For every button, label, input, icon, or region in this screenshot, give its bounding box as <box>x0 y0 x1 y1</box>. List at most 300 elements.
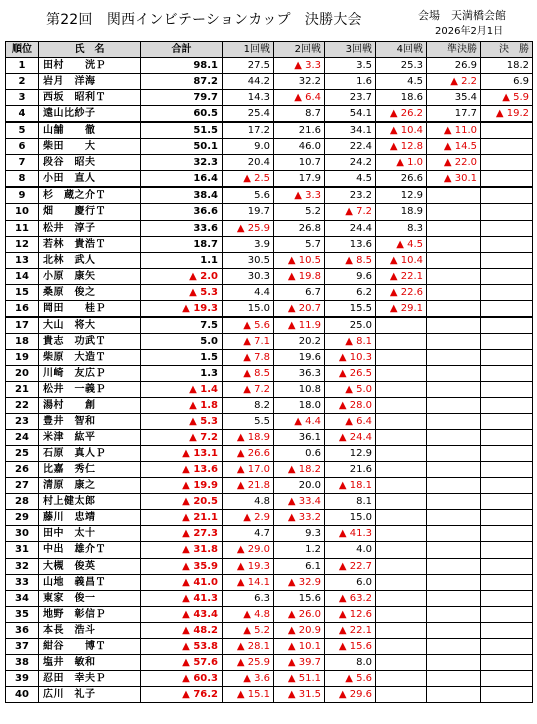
final-cell <box>481 622 533 638</box>
round-1-cell: 4.8 <box>223 494 274 510</box>
total-score-cell: ▲ 7.2 <box>141 430 223 446</box>
round-2-cell: 5.2 <box>274 204 325 220</box>
round-1-cell: ▲ 19.3 <box>223 558 274 574</box>
round-2-cell: 20.2 <box>274 333 325 349</box>
round-1-cell: 20.4 <box>223 155 274 171</box>
round-2-cell: ▲ 3.3 <box>274 58 325 74</box>
player-name-cell: 松井 一義Ｐ <box>39 381 141 397</box>
final-cell <box>481 365 533 381</box>
round-4-cell: 4.5 <box>376 74 427 90</box>
rank-cell: 17 <box>6 317 39 334</box>
total-score-cell: ▲ 60.3 <box>141 670 223 686</box>
final-cell: ▲ 5.9 <box>481 90 533 106</box>
final-cell <box>481 686 533 702</box>
table-row <box>6 365 533 381</box>
round-3-cell: 8.0 <box>325 654 376 670</box>
round-2-cell: ▲ 19.8 <box>274 268 325 284</box>
final-cell <box>481 462 533 478</box>
player-name-cell: 村上健太郎 <box>39 494 141 510</box>
rank-cell: 33 <box>6 574 39 590</box>
round-3-cell: ▲ 22.7 <box>325 558 376 574</box>
round-2-cell: 18.0 <box>274 398 325 414</box>
rank-cell: 36 <box>6 622 39 638</box>
semifinal-cell: ▲ 2.2 <box>427 74 481 90</box>
player-name-cell: 広川 礼子 <box>39 686 141 702</box>
round-1-cell: ▲ 25.9 <box>223 220 274 236</box>
rank-cell: 40 <box>6 686 39 702</box>
semifinal-cell <box>427 670 481 686</box>
final-cell <box>481 204 533 220</box>
round-1-cell: ▲ 7.1 <box>223 333 274 349</box>
total-score-cell: ▲ 41.0 <box>141 574 223 590</box>
player-name-cell: 桑原 俊之 <box>39 284 141 300</box>
semifinal-cell: 17.7 <box>427 106 481 123</box>
player-name-cell: 遠山比紗子 <box>39 106 141 123</box>
round-1-cell: ▲ 18.9 <box>223 430 274 446</box>
round-2-cell: ▲ 18.2 <box>274 462 325 478</box>
round-4-cell: 18.9 <box>376 204 427 220</box>
player-name-cell: 石原 真人Ｐ <box>39 446 141 462</box>
rank-cell: 4 <box>6 106 39 123</box>
table-row <box>6 381 533 397</box>
round-3-cell: 6.0 <box>325 574 376 590</box>
semifinal-cell <box>427 268 481 284</box>
final-cell <box>481 349 533 365</box>
round-4-cell <box>376 654 427 670</box>
semifinal-cell <box>427 478 481 494</box>
round-2-cell: ▲ 6.4 <box>274 90 325 106</box>
round-1-cell: 17.2 <box>223 122 274 139</box>
header-total: 合計 <box>141 42 223 58</box>
player-name-cell: 塩井 敏和 <box>39 654 141 670</box>
table-header-row <box>6 42 533 58</box>
final-cell <box>481 510 533 526</box>
total-score-cell: 18.7 <box>141 236 223 252</box>
round-3-cell: ▲ 5.0 <box>325 381 376 397</box>
total-score-cell: 1.3 <box>141 365 223 381</box>
rank-cell: 3 <box>6 90 39 106</box>
round-1-cell: ▲ 5.6 <box>223 317 274 334</box>
total-score-cell: 60.5 <box>141 106 223 123</box>
player-name-cell: 湯村 創 <box>39 398 141 414</box>
venue-label: 会場 天満橋会館 <box>418 9 506 22</box>
rank-cell: 38 <box>6 654 39 670</box>
round-2-cell: 15.6 <box>274 590 325 606</box>
semifinal-cell <box>427 300 481 317</box>
round-3-cell: 6.2 <box>325 284 376 300</box>
round-2-cell: ▲ 32.9 <box>274 574 325 590</box>
final-cell <box>481 606 533 622</box>
rank-cell: 22 <box>6 398 39 414</box>
round-3-cell: 25.0 <box>325 317 376 334</box>
round-3-cell: 9.6 <box>325 268 376 284</box>
round-4-cell <box>376 414 427 430</box>
round-4-cell <box>376 510 427 526</box>
round-4-cell: 25.3 <box>376 58 427 74</box>
table-row <box>6 590 533 606</box>
round-3-cell: 4.5 <box>325 171 376 188</box>
rank-cell: 21 <box>6 381 39 397</box>
round-3-cell: 12.9 <box>325 446 376 462</box>
table-row <box>6 654 533 670</box>
player-name-cell: 東家 俊一 <box>39 590 141 606</box>
round-1-cell: ▲ 2.5 <box>223 171 274 188</box>
final-cell <box>481 381 533 397</box>
player-name-cell: 段谷 昭夫 <box>39 155 141 171</box>
round-4-cell <box>376 381 427 397</box>
total-score-cell: 50.1 <box>141 139 223 155</box>
player-name-cell: 西坂 昭利Ｔ <box>39 90 141 106</box>
rank-cell: 12 <box>6 236 39 252</box>
total-score-cell: ▲ 21.1 <box>141 510 223 526</box>
round-4-cell <box>376 526 427 542</box>
table-row <box>6 284 533 300</box>
rank-cell: 24 <box>6 430 39 446</box>
rank-cell: 2 <box>6 74 39 90</box>
round-3-cell: ▲ 18.1 <box>325 478 376 494</box>
rank-cell: 30 <box>6 526 39 542</box>
header-name: 氏 名 <box>39 42 141 58</box>
total-score-cell: ▲ 20.5 <box>141 494 223 510</box>
player-name-cell: 貴志 功武Ｔ <box>39 333 141 349</box>
semifinal-cell <box>427 333 481 349</box>
header-semifinal: 準決勝 <box>427 42 481 58</box>
player-name-cell: 小原 康矢 <box>39 268 141 284</box>
table-row <box>6 252 533 268</box>
player-name-cell: 藤川 忠靖 <box>39 510 141 526</box>
semifinal-cell <box>427 317 481 334</box>
total-score-cell: 32.3 <box>141 155 223 171</box>
player-name-cell: 川崎 友広Ｐ <box>39 365 141 381</box>
round-4-cell: ▲ 10.4 <box>376 252 427 268</box>
player-name-cell: 田中 太十 <box>39 526 141 542</box>
final-cell <box>481 171 533 188</box>
semifinal-cell <box>427 204 481 220</box>
player-name-cell: 岡田 桂Ｐ <box>39 300 141 317</box>
event-date: 2026年2月1日 <box>435 26 504 37</box>
round-3-cell: ▲ 41.3 <box>325 526 376 542</box>
table-row <box>6 122 533 139</box>
table-row <box>6 317 533 334</box>
round-1-cell: 3.9 <box>223 236 274 252</box>
round-3-cell: 21.6 <box>325 462 376 478</box>
player-name-cell: 地野 彰信Ｐ <box>39 606 141 622</box>
round-3-cell: 24.4 <box>325 220 376 236</box>
final-cell <box>481 122 533 139</box>
semifinal-cell <box>427 622 481 638</box>
round-1-cell: ▲ 28.1 <box>223 638 274 654</box>
round-3-cell: ▲ 5.6 <box>325 670 376 686</box>
round-3-cell: 13.6 <box>325 236 376 252</box>
round-3-cell: 54.1 <box>325 106 376 123</box>
rank-cell: 1 <box>6 58 39 74</box>
final-cell <box>481 526 533 542</box>
semifinal-cell <box>427 446 481 462</box>
round-4-cell <box>376 686 427 702</box>
total-score-cell: ▲ 1.4 <box>141 381 223 397</box>
final-cell <box>481 300 533 317</box>
rank-cell: 34 <box>6 590 39 606</box>
semifinal-cell <box>427 590 481 606</box>
final-cell: 6.9 <box>481 74 533 90</box>
table-row <box>6 171 533 188</box>
round-3-cell: ▲ 22.1 <box>325 622 376 638</box>
final-cell <box>481 542 533 558</box>
rank-cell: 10 <box>6 204 39 220</box>
table-row <box>6 670 533 686</box>
player-name-cell: 岩月 洋海 <box>39 74 141 90</box>
total-score-cell: 5.0 <box>141 333 223 349</box>
rank-cell: 37 <box>6 638 39 654</box>
round-4-cell <box>376 317 427 334</box>
round-3-cell: 1.6 <box>325 74 376 90</box>
total-score-cell: 98.1 <box>141 58 223 74</box>
final-cell <box>481 398 533 414</box>
semifinal-cell: 35.4 <box>427 90 481 106</box>
final-cell <box>481 268 533 284</box>
player-name-cell: 若林 貴浩Ｔ <box>39 236 141 252</box>
final-cell <box>481 590 533 606</box>
table-row <box>6 574 533 590</box>
player-name-cell: 田村 洸Ｐ <box>39 58 141 74</box>
total-score-cell: 1.1 <box>141 252 223 268</box>
round-3-cell: 23.7 <box>325 90 376 106</box>
rank-cell: 25 <box>6 446 39 462</box>
rank-cell: 16 <box>6 300 39 317</box>
table-row <box>6 300 533 317</box>
table-row <box>6 90 533 106</box>
round-1-cell: ▲ 7.2 <box>223 381 274 397</box>
rank-cell: 5 <box>6 122 39 139</box>
final-cell: 18.2 <box>481 58 533 74</box>
semifinal-cell <box>427 654 481 670</box>
page-title: 第22回 関西インビテーションカップ 決勝大会 <box>46 12 362 28</box>
table-row <box>6 622 533 638</box>
round-3-cell: ▲ 63.2 <box>325 590 376 606</box>
semifinal-cell <box>427 236 481 252</box>
round-1-cell: ▲ 29.0 <box>223 542 274 558</box>
semifinal-cell <box>427 526 481 542</box>
total-score-cell: ▲ 43.4 <box>141 606 223 622</box>
total-score-cell: ▲ 35.9 <box>141 558 223 574</box>
round-2-cell: 46.0 <box>274 139 325 155</box>
semifinal-cell: ▲ 22.0 <box>427 155 481 171</box>
table-row <box>6 446 533 462</box>
round-4-cell <box>376 590 427 606</box>
round-4-cell: ▲ 10.4 <box>376 122 427 139</box>
semifinal-cell: ▲ 14.5 <box>427 139 481 155</box>
table-row <box>6 462 533 478</box>
results-table <box>5 41 533 703</box>
rank-cell: 35 <box>6 606 39 622</box>
round-4-cell <box>376 622 427 638</box>
total-score-cell: ▲ 31.8 <box>141 542 223 558</box>
header-round-3: 3回戦 <box>325 42 376 58</box>
round-4-cell: 18.6 <box>376 90 427 106</box>
round-3-cell: ▲ 26.5 <box>325 365 376 381</box>
total-score-cell: ▲ 48.2 <box>141 622 223 638</box>
round-2-cell: ▲ 33.4 <box>274 494 325 510</box>
round-4-cell <box>376 349 427 365</box>
rank-cell: 39 <box>6 670 39 686</box>
player-name-cell: 忍田 幸夫Ｐ <box>39 670 141 686</box>
total-score-cell: 33.6 <box>141 220 223 236</box>
round-3-cell: ▲ 15.6 <box>325 638 376 654</box>
final-cell <box>481 446 533 462</box>
round-1-cell: 19.7 <box>223 204 274 220</box>
player-name-cell: 大山 将大 <box>39 317 141 334</box>
final-cell <box>481 430 533 446</box>
total-score-cell: ▲ 13.6 <box>141 462 223 478</box>
final-cell <box>481 494 533 510</box>
semifinal-cell: ▲ 11.0 <box>427 122 481 139</box>
player-name-cell: 比嘉 秀仁 <box>39 462 141 478</box>
round-3-cell: ▲ 10.3 <box>325 349 376 365</box>
semifinal-cell <box>427 430 481 446</box>
total-score-cell: ▲ 19.9 <box>141 478 223 494</box>
table-row <box>6 58 533 74</box>
final-cell <box>481 317 533 334</box>
round-4-cell: ▲ 12.8 <box>376 139 427 155</box>
round-2-cell: 10.7 <box>274 155 325 171</box>
semifinal-cell <box>427 494 481 510</box>
final-cell <box>481 187 533 204</box>
player-name-cell: 山舗 徹 <box>39 122 141 139</box>
rank-cell: 11 <box>6 220 39 236</box>
round-3-cell: ▲ 12.6 <box>325 606 376 622</box>
total-score-cell: ▲ 27.3 <box>141 526 223 542</box>
total-score-cell: 79.7 <box>141 90 223 106</box>
player-name-cell: 大槻 俊英 <box>39 558 141 574</box>
round-2-cell: 6.7 <box>274 284 325 300</box>
semifinal-cell <box>427 365 481 381</box>
semifinal-cell <box>427 252 481 268</box>
player-name-cell: 北林 武人 <box>39 252 141 268</box>
semifinal-cell <box>427 284 481 300</box>
rank-cell: 9 <box>6 187 39 204</box>
round-3-cell: 34.1 <box>325 122 376 139</box>
round-2-cell: ▲ 20.7 <box>274 300 325 317</box>
table-body <box>6 58 533 703</box>
total-score-cell: 36.6 <box>141 204 223 220</box>
round-1-cell: ▲ 2.9 <box>223 510 274 526</box>
player-name-cell: 小田 直人 <box>39 171 141 188</box>
round-4-cell <box>376 558 427 574</box>
round-1-cell: 27.5 <box>223 58 274 74</box>
semifinal-cell <box>427 510 481 526</box>
table-row <box>6 510 533 526</box>
round-4-cell <box>376 446 427 462</box>
semifinal-cell <box>427 187 481 204</box>
table-row <box>6 526 533 542</box>
rank-cell: 8 <box>6 171 39 188</box>
round-1-cell: ▲ 14.1 <box>223 574 274 590</box>
total-score-cell: 1.5 <box>141 349 223 365</box>
round-2-cell: ▲ 20.9 <box>274 622 325 638</box>
round-4-cell: ▲ 4.5 <box>376 236 427 252</box>
table-row <box>6 187 533 204</box>
round-4-cell <box>376 606 427 622</box>
semifinal-cell: 26.9 <box>427 58 481 74</box>
total-score-cell: ▲ 53.8 <box>141 638 223 654</box>
round-3-cell: 8.1 <box>325 494 376 510</box>
semifinal-cell <box>427 558 481 574</box>
round-1-cell: 8.2 <box>223 398 274 414</box>
table-row <box>6 430 533 446</box>
rank-cell: 15 <box>6 284 39 300</box>
round-2-cell: 19.6 <box>274 349 325 365</box>
total-score-cell: 7.5 <box>141 317 223 334</box>
total-score-cell: ▲ 1.8 <box>141 398 223 414</box>
semifinal-cell <box>427 462 481 478</box>
player-name-cell: 杉 蔵之介Ｔ <box>39 187 141 204</box>
table-row <box>6 494 533 510</box>
round-2-cell: 1.2 <box>274 542 325 558</box>
round-1-cell: 30.5 <box>223 252 274 268</box>
round-4-cell: ▲ 22.1 <box>376 268 427 284</box>
round-4-cell: 12.9 <box>376 187 427 204</box>
round-4-cell: 26.6 <box>376 171 427 188</box>
round-2-cell: 8.7 <box>274 106 325 123</box>
player-name-cell: 清原 康之 <box>39 478 141 494</box>
rank-cell: 6 <box>6 139 39 155</box>
player-name-cell: 米津 紘平 <box>39 430 141 446</box>
semifinal-cell <box>427 574 481 590</box>
table-row <box>6 106 533 123</box>
round-3-cell: ▲ 24.4 <box>325 430 376 446</box>
final-cell <box>481 670 533 686</box>
table-row <box>6 204 533 220</box>
player-name-cell: 山地 義昌Ｔ <box>39 574 141 590</box>
final-cell <box>481 236 533 252</box>
round-3-cell: 24.2 <box>325 155 376 171</box>
round-4-cell: ▲ 1.0 <box>376 155 427 171</box>
rank-cell: 19 <box>6 349 39 365</box>
rank-cell: 27 <box>6 478 39 494</box>
table-row <box>6 349 533 365</box>
round-4-cell <box>376 462 427 478</box>
round-3-cell: ▲ 28.0 <box>325 398 376 414</box>
final-cell <box>481 139 533 155</box>
round-2-cell: 6.1 <box>274 558 325 574</box>
round-1-cell: 9.0 <box>223 139 274 155</box>
total-score-cell: ▲ 5.3 <box>141 414 223 430</box>
semifinal-cell <box>427 381 481 397</box>
total-score-cell: 87.2 <box>141 74 223 90</box>
table-row <box>6 220 533 236</box>
semifinal-cell <box>427 686 481 702</box>
table-row <box>6 606 533 622</box>
round-1-cell: 25.4 <box>223 106 274 123</box>
round-3-cell: 15.5 <box>325 300 376 317</box>
round-1-cell: 6.3 <box>223 590 274 606</box>
final-cell <box>481 414 533 430</box>
round-3-cell: 22.4 <box>325 139 376 155</box>
round-2-cell: 17.9 <box>274 171 325 188</box>
rank-cell: 13 <box>6 252 39 268</box>
round-4-cell <box>376 478 427 494</box>
header-final: 決 勝 <box>481 42 533 58</box>
round-1-cell: 5.6 <box>223 187 274 204</box>
final-cell: ▲ 19.2 <box>481 106 533 123</box>
round-3-cell: ▲ 7.2 <box>325 204 376 220</box>
round-1-cell: 5.5 <box>223 414 274 430</box>
table-row <box>6 478 533 494</box>
round-1-cell: 14.3 <box>223 90 274 106</box>
final-cell <box>481 654 533 670</box>
header-round-1: 1回戦 <box>223 42 274 58</box>
round-3-cell: ▲ 6.4 <box>325 414 376 430</box>
